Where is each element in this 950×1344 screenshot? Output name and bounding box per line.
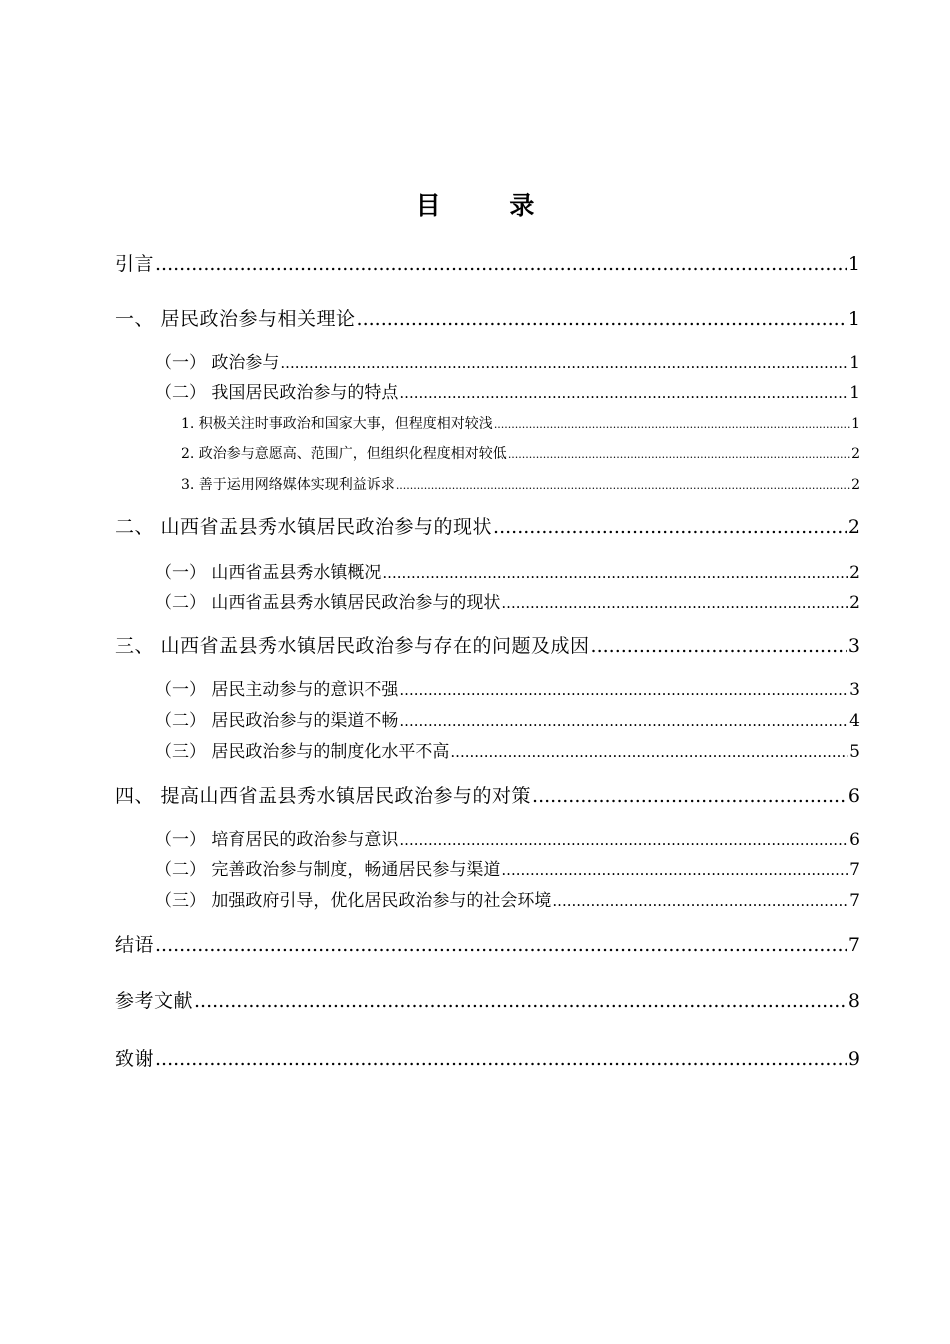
dot-leader (399, 708, 848, 734)
toc-entry-chapter-1[interactable] (115, 305, 860, 333)
dot-leader (399, 677, 848, 703)
dot-leader (399, 827, 848, 853)
toc-page-number: 1 (849, 353, 860, 373)
toc-entry-section-4-2[interactable] (155, 857, 860, 883)
toc-entry-label: 引言 (115, 253, 155, 275)
dot-leader (399, 380, 848, 406)
toc-entry-label: 三、 山西省盂县秀水镇居民政治参与存在的问题及成因 (115, 635, 590, 657)
toc-entry-label: （一） 居民主动参与的意识不强 (155, 680, 399, 700)
toc-entry-label: （三） 居民政治参与的制度化水平不高 (155, 742, 450, 762)
toc-entry-label: （二） 山西省盂县秀水镇居民政治参与的现状 (155, 593, 501, 613)
toc-entry-label: （一） 政治参与 (155, 353, 280, 373)
dot-leader (493, 513, 847, 541)
dot-leader (532, 782, 847, 810)
toc-entry-label: 3. 善于运用网络媒体实现利益诉求 (181, 477, 395, 493)
toc-entry-label: （二） 完善政治参与制度，畅通居民参与渠道 (155, 860, 501, 880)
toc-entry-label: （三） 加强政府引导，优化居民政治参与的社会环境 (155, 891, 552, 911)
dot-leader (382, 560, 848, 586)
toc-entry-subsection-1-2-3[interactable] (181, 474, 860, 497)
toc-page-number: 8 (847, 990, 860, 1012)
toc-page-number: 6 (847, 785, 860, 807)
dot-leader (155, 250, 847, 278)
toc-entry-chapter-4[interactable] (115, 782, 860, 810)
toc-entry-label: 四、 提高山西省盂县秀水镇居民政治参与的对策 (115, 785, 532, 807)
toc-entry-label: 2. 政治参与意愿高、范围广，但组织化程度相对较低 (181, 446, 507, 462)
toc-entry-section-1-2[interactable] (155, 380, 860, 406)
dot-leader (494, 413, 850, 436)
toc-entry-section-4-1[interactable] (155, 827, 860, 853)
toc-entry-section-3-2[interactable] (155, 708, 860, 734)
toc-page-number: 3 (849, 680, 860, 700)
toc-entry-references[interactable] (115, 987, 860, 1015)
dot-leader (501, 590, 848, 616)
dot-leader (155, 1045, 847, 1073)
dot-leader (591, 632, 847, 660)
dot-leader (501, 857, 848, 883)
toc-entry-section-3-3[interactable] (155, 739, 860, 765)
toc-entry-subsection-1-2-2[interactable] (181, 443, 860, 466)
toc-page-number: 2 (851, 446, 860, 462)
toc-page-number: 1 (851, 416, 860, 432)
toc-page-number: 7 (849, 860, 860, 880)
toc-entry-label: （一） 山西省盂县秀水镇概况 (155, 563, 382, 583)
toc-entry-label: （二） 我国居民政治参与的特点 (155, 383, 399, 403)
toc-page-number: 5 (849, 742, 860, 762)
toc-page-number: 7 (847, 934, 860, 956)
toc-page-number: 1 (847, 253, 860, 275)
toc-entry-label: 参考文献 (115, 990, 194, 1012)
dot-leader (155, 931, 847, 959)
toc-entry-section-1-1[interactable] (155, 350, 860, 376)
toc-page-number: 1 (847, 308, 860, 330)
toc-entry-label: 致谢 (115, 1048, 155, 1070)
toc-entry-label: 1. 积极关注时事政治和国家大事，但程度相对较浅 (181, 416, 493, 432)
toc-entry-chapter-2[interactable] (115, 513, 860, 541)
toc-entry-acknowledgements[interactable] (115, 1045, 860, 1073)
toc-entry-introduction[interactable] (115, 250, 860, 278)
dot-leader (194, 987, 847, 1015)
toc-entry-section-2-2[interactable] (155, 590, 860, 616)
toc-page-number: 3 (847, 635, 860, 657)
toc-page-number: 6 (849, 830, 860, 850)
toc-page-number: 2 (849, 593, 860, 613)
toc-entry-section-3-1[interactable] (155, 677, 860, 703)
toc-page-number: 2 (847, 516, 860, 538)
toc-entry-label: （一） 培育居民的政治参与意识 (155, 830, 399, 850)
toc-page-number: 7 (849, 891, 860, 911)
toc-entry-chapter-3[interactable] (115, 632, 860, 660)
dot-leader (280, 350, 848, 376)
dot-leader (396, 474, 850, 497)
toc-entry-label: 一、 居民政治参与相关理论 (115, 308, 356, 330)
toc-page-number: 2 (851, 477, 860, 493)
toc-entry-section-4-3[interactable] (155, 888, 860, 914)
toc-entry-label: 二、 山西省盂县秀水镇居民政治参与的现状 (115, 516, 493, 538)
toc-entry-conclusion[interactable] (115, 931, 860, 959)
toc-entry-subsection-1-2-1[interactable] (181, 413, 860, 436)
toc-entry-label: 结语 (115, 934, 155, 956)
dot-leader (450, 739, 848, 765)
toc-page-number: 2 (849, 563, 860, 583)
toc-page-number: 1 (849, 383, 860, 403)
toc-page-number: 9 (847, 1048, 860, 1070)
toc-title: 目 录 (415, 191, 565, 220)
toc-page-number: 4 (849, 711, 860, 731)
toc-entry-section-2-1[interactable] (155, 560, 860, 586)
dot-leader (508, 443, 850, 466)
dot-leader (357, 305, 847, 333)
dot-leader (552, 888, 848, 914)
toc-entry-label: （二） 居民政治参与的渠道不畅 (155, 711, 399, 731)
